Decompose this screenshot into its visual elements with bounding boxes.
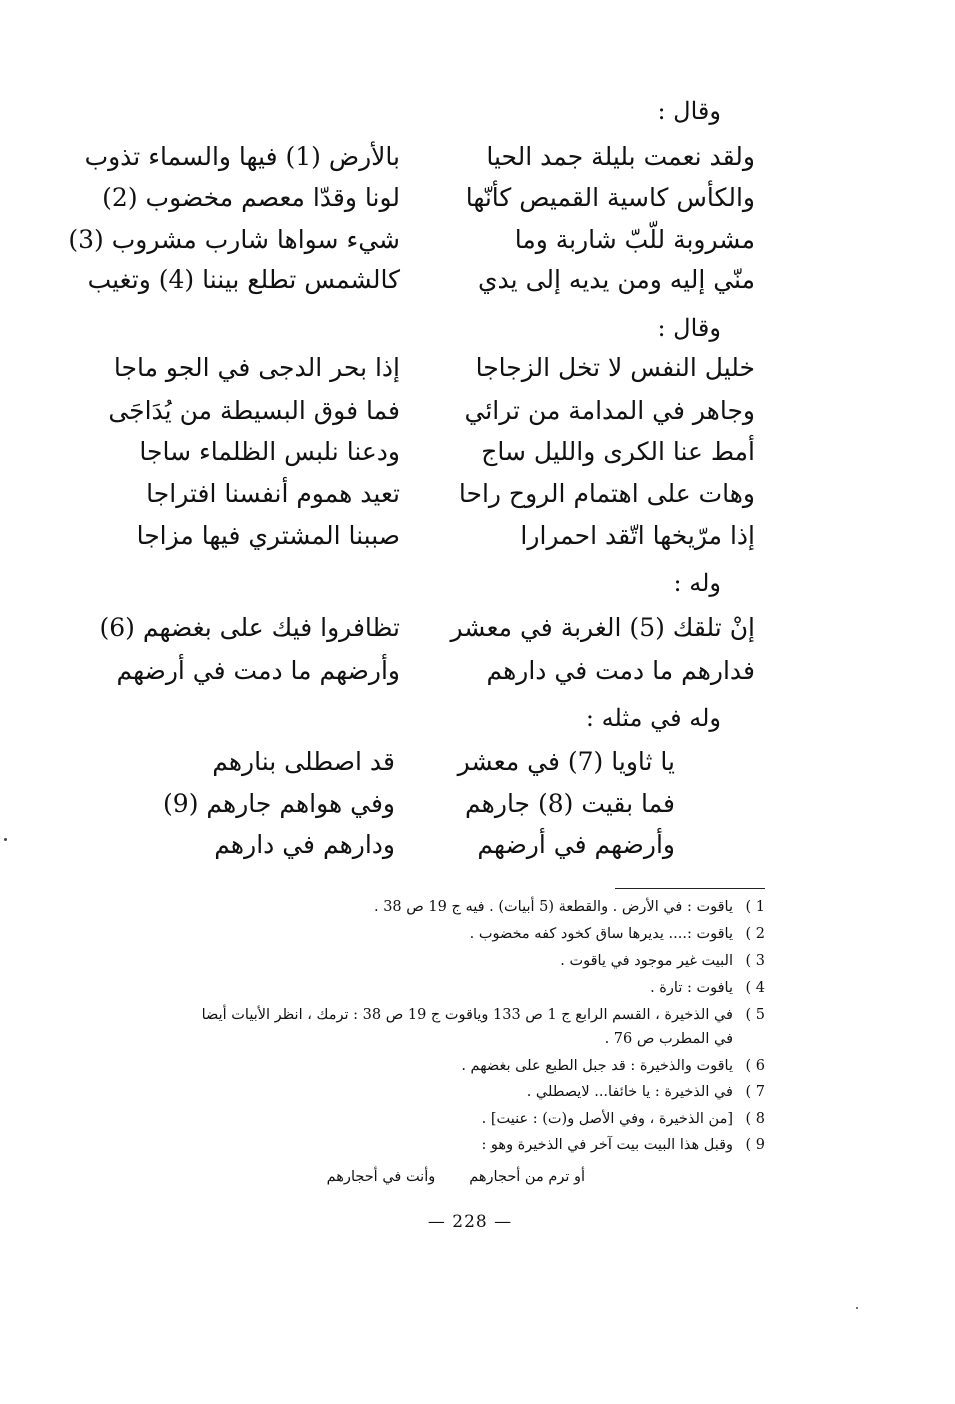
verse-first-hemistich: ولقد نعمت بليلة جمد الحيا [486,142,755,171]
footnote-verse-second-hemistich: وأنت في أحجارهم [326,1169,436,1185]
verse-second-hemistich: كالشمس تطلع بيننا (4) وتغيب [87,265,400,294]
verse-second-hemistich: لونا وقدّا معصم مخضوب (2) [102,183,400,212]
footnote-text: في الذخيرة ، القسم الرابع ج 1 ص 133 وياقوت ج 19 ص 38 : ترمك ، انظر الأبيات أيضا [201,1007,733,1023]
footnote-text: في الذخيرة : يا خائفا... لايصطلي . [526,1084,733,1100]
verse-first-hemistich: خليل النفس لا تخل الزجاجا [475,353,755,382]
footnote-text: ياقوت والذخيرة : قد جبل الطبع على بغضهم . [461,1058,733,1074]
scan-speck [856,1307,858,1309]
page-number: — 228 — [427,1212,513,1232]
footnote-text: [من الذخيرة ، وفي الأصل و(ت) : عنيت] . [481,1111,733,1127]
footnote-text: ياقوت : في الأرض . والقطعة (5 أبيات) . فيه ج 19 ص 38 . [373,899,733,915]
scan-speck [4,838,7,841]
verse-first-hemistich: فما بقيت (8) جارهم [465,789,675,818]
verse-first-hemistich: إنْ تلقك (5) الغربة في معشر [450,613,755,642]
footnote-text: ياقوت :.... يديرها ساق كخود كفه مخضوب . [469,926,733,942]
footnote-number: 3 ) [745,953,765,969]
poem-intro: وله في مثله : [585,704,721,732]
verse-second-hemistich: ودعنا نلبس الظلماء ساجا [139,437,400,466]
verse-second-hemistich: تظافروا فيك على بغضهم (6) [99,613,400,642]
footnote-number: 8 ) [745,1111,765,1127]
verse-second-hemistich: وأرضهم ما دمت في أرضهم [116,656,400,685]
verse-second-hemistich: إذا بحر الدجى في الجو ماجا [113,353,400,382]
footnote-text: يافوت : تارة . [650,980,733,996]
footnote-continuation: في المطرب ص 76 . [604,1031,733,1047]
verse-second-hemistich: قد اصطلى بنارهم [212,747,395,776]
verse-first-hemistich: يا ثاويا (7) في معشر [457,747,675,776]
verse-first-hemistich: منّي إليه ومن يديه إلى يدي [477,265,755,294]
footnote [481,1133,765,1158]
verse-first-hemistich: وهات على اهتمام الروح راحا [458,479,755,508]
footnote-number: 5 ) [745,1007,765,1023]
verse-first-hemistich: أمط عنا الكرى والليل ساج [481,437,755,466]
verse-second-hemistich: بالأرض (1) فيها والسماء تذوب [84,142,400,171]
footnote-separator [615,888,765,889]
verse-second-hemistich: صببنا المشتري فيها مزاجا [136,521,400,550]
footnote-number: 1 ) [745,899,765,915]
verse-first-hemistich: إذا مرّيخها اتّقد احمرارا [520,521,755,550]
footnote-number: 6 ) [745,1058,765,1074]
verse-first-hemistich: وجاهر في المدامة من ترائي [464,396,755,425]
poem-intro: وقال : [657,97,721,125]
poem-intro: وله : [673,569,721,597]
footnote [527,1080,765,1105]
footnote [650,976,765,1001]
footnote [374,895,765,920]
verse-second-hemistich: وفي هواهم جارهم (9) [163,789,395,818]
footnote-number: 7 ) [745,1084,765,1100]
footnote-number: 9 ) [745,1137,765,1153]
footnote-verse-first-hemistich: أو ترم من أحجارهم [469,1169,585,1185]
verse-second-hemistich: فما فوق البسيطة من يُدَاجَى [108,396,400,425]
footnote [461,1054,765,1079]
footnote-number: 2 ) [745,926,765,942]
verse-first-hemistich: فدارهم ما دمت في دارهم [486,656,755,685]
verse-first-hemistich: وأرضهم في أرضهم [477,830,675,859]
footnote [560,949,765,974]
verse-second-hemistich: ودارهم في دارهم [214,830,395,859]
verse-first-hemistich: مشروبة للّبّ شاربة وما [514,225,755,254]
verse-second-hemistich: شيء سواها شارب مشروب (3) [68,225,400,254]
verse-first-hemistich: والكأس كاسية القميص كأنّها [465,183,755,212]
footnote [470,922,765,947]
footnote-verse [327,1165,585,1190]
verse-second-hemistich: تعيد هموم أنفسنا افتراجا [146,479,400,508]
poem-intro: وقال : [657,314,721,342]
footnote-text: وقبل هذا البيت بيت آخر في الذخيرة وهو : [481,1137,733,1153]
footnote [202,1003,765,1028]
footnote-text: البيت غير موجود في ياقوت . [560,953,733,969]
footnote [482,1107,765,1132]
footnote-number: 4 ) [745,980,765,996]
